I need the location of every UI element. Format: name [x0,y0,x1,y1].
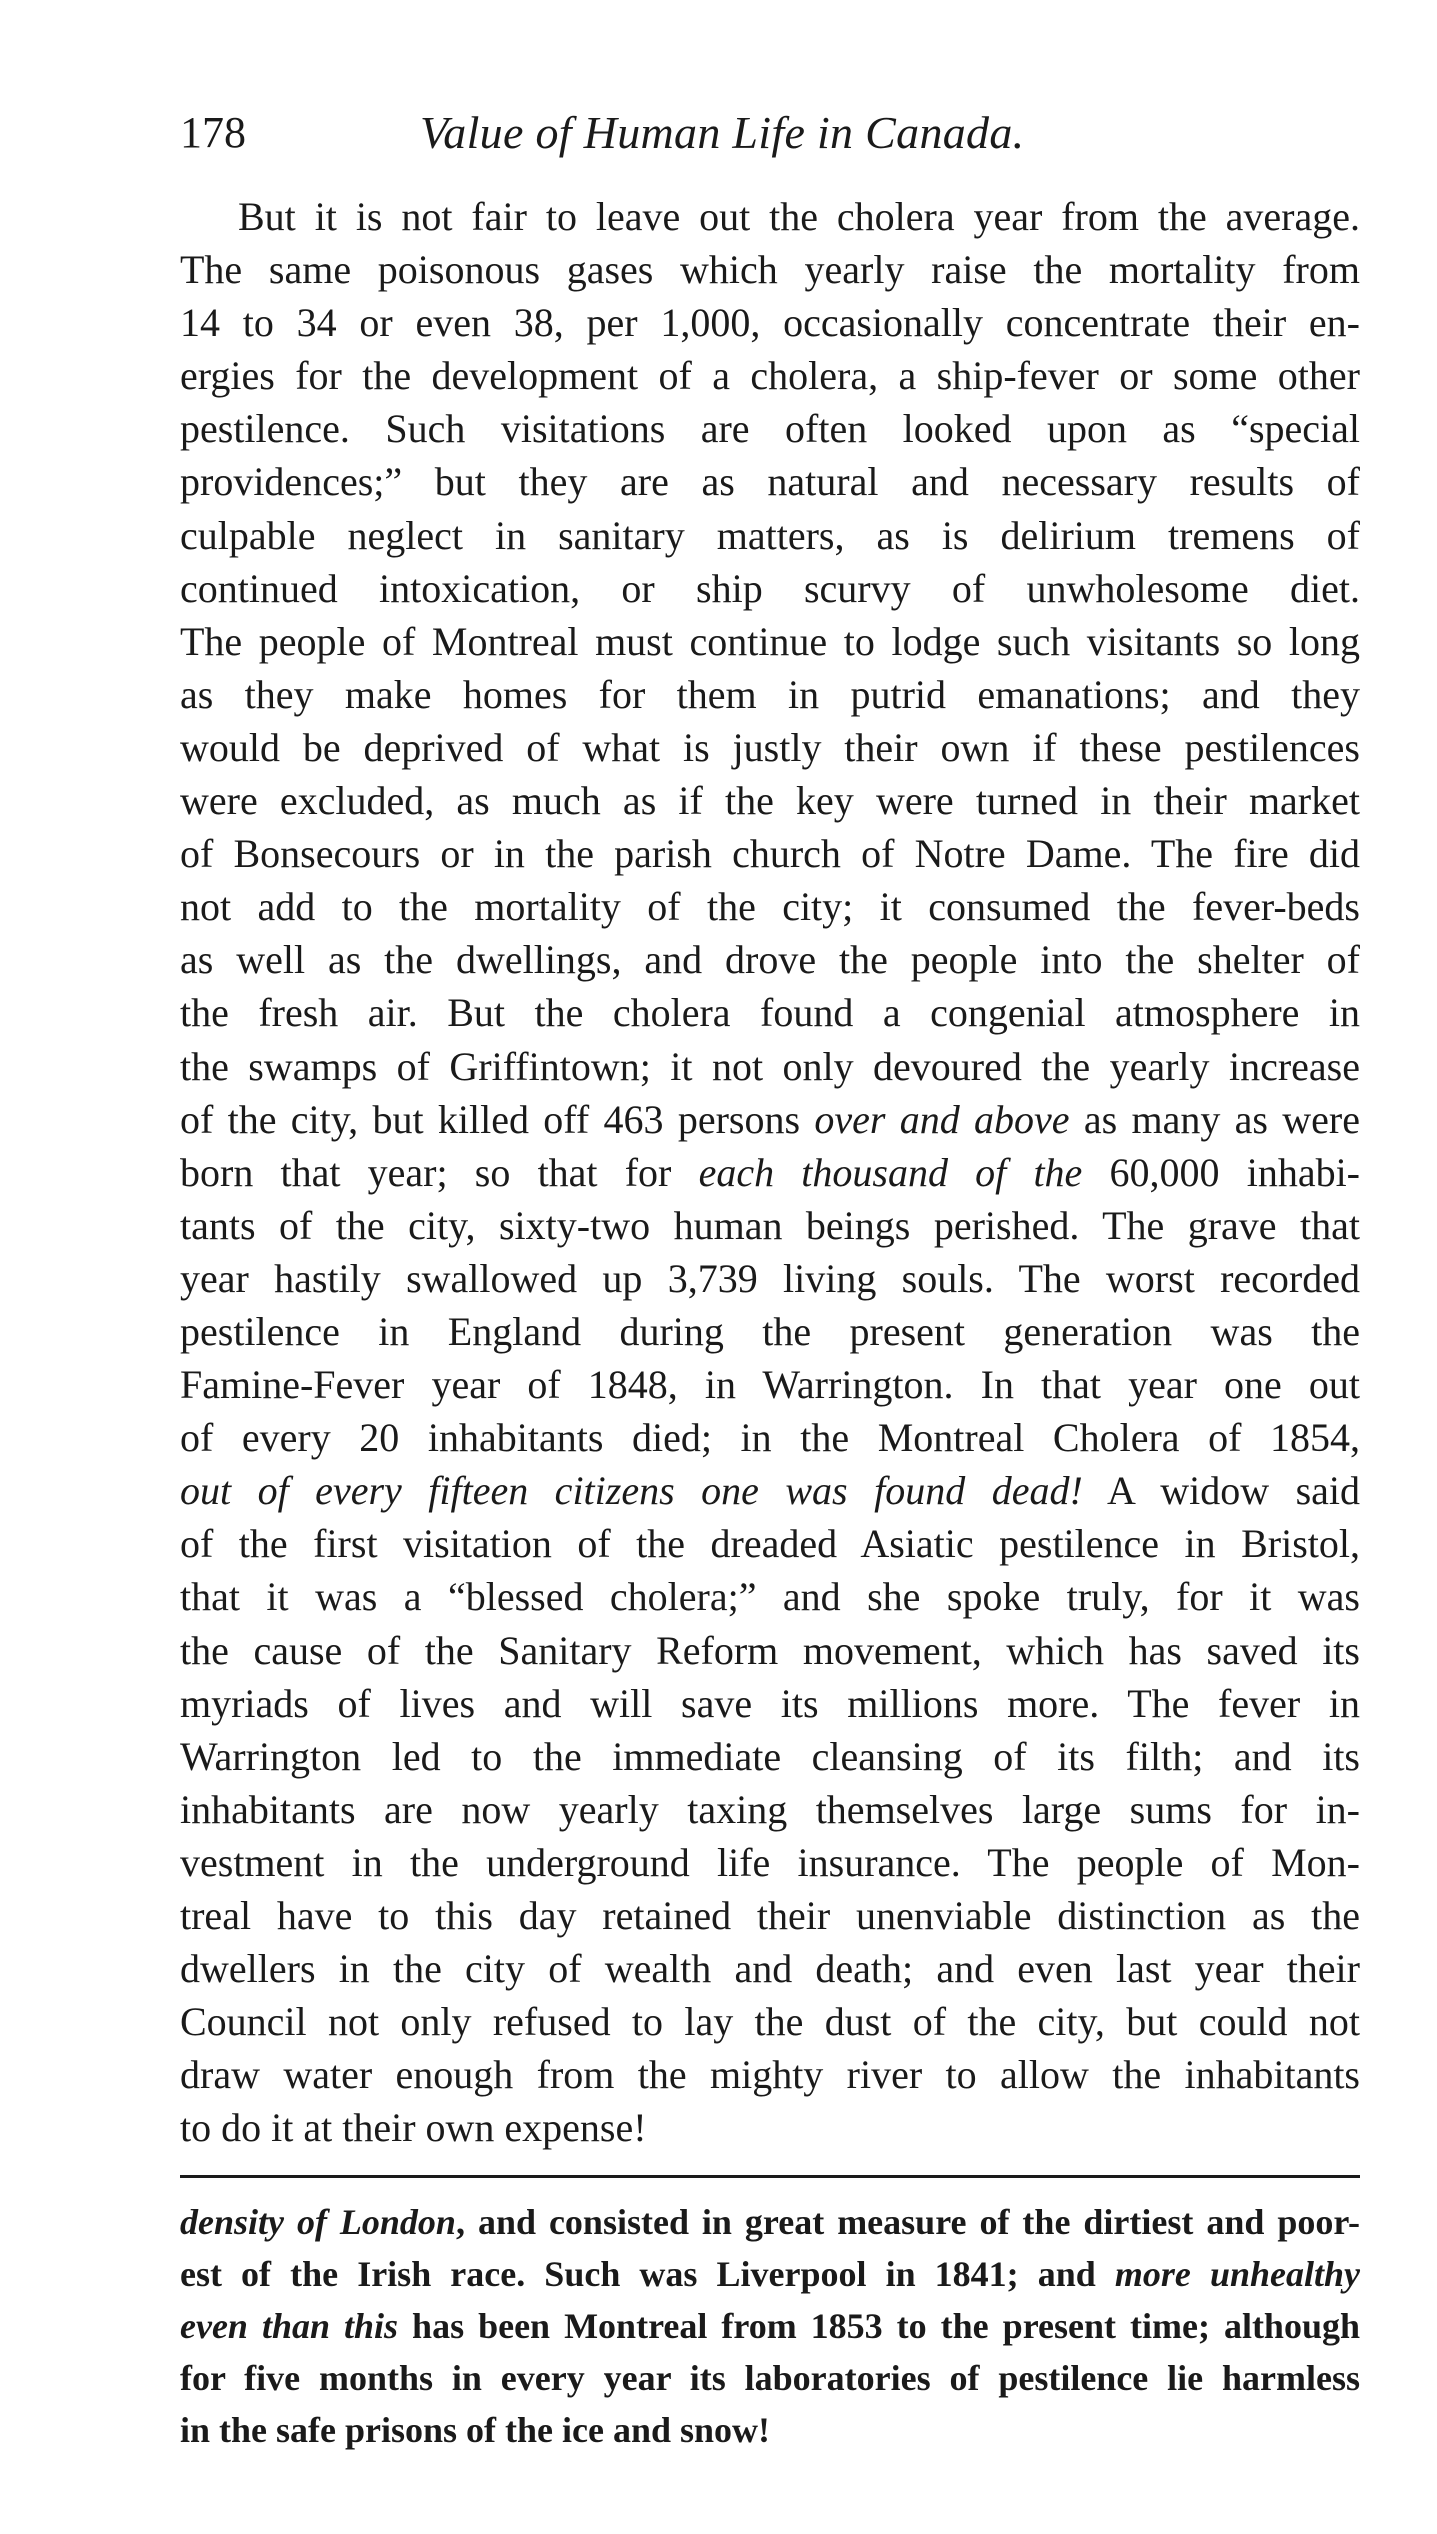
text-line [180,1517,1360,1570]
text-line [180,1677,1360,1730]
text-line [180,1305,1360,1358]
text-line [180,880,1360,933]
text-line [180,1730,1360,1783]
text-line [180,774,1360,827]
italic-text: more unhealthy [1114,2254,1360,2294]
text-run: Council not only refused to lay the dust of the city, but could not [180,1999,1360,2045]
text-run: Famine-Fever year of 1848, in Warrington. In that year one out [180,1362,1360,1408]
text-run: the fresh air. But the cholera found a congenial atmosphere in [180,990,1360,1036]
text-line [180,933,1360,986]
text-run: vestment in the underground life insurance. The people of Mon- [180,1839,1360,1885]
text-run: born that year; so that for [180,1149,699,1195]
text-line [180,1889,1360,1942]
text-run: The same poisonous gases which yearly raise the mortality from [180,247,1360,293]
text-run: myriads of lives and will save its millions more. The fever in [180,1680,1360,1726]
text-run: of every 20 inhabitants died; in the Montreal Cholera of 1854, [180,1415,1360,1461]
text-line [180,296,1360,349]
text-run: treal have to this day retained their unenviable distinction as the [180,1893,1360,1938]
text-run: est of the Irish race. Such was Liverpool in 1841; and [180,2254,1115,2294]
text-run: 60,000 inhabi- [1082,1149,1361,1195]
text-line [180,1464,1360,1517]
text-line [180,668,1360,721]
text-run: dwellers in the city of wealth and death; and even last year their [180,1946,1360,1992]
text-run: Warrington led to the immediate cleansing of its filth; and its [180,1733,1360,1779]
text-run: has been Montreal from 1853 to the present time; although [398,2306,1360,2346]
text-run: the swamps of Griffintown; it not only devoured the yearly increase [180,1043,1360,1089]
text-run: of the city, but killed off 463 persons [180,1096,815,1142]
text-run: inhabitants are now yearly taxing themselves large sums for in- [180,1786,1360,1832]
footnote-line [180,2352,1360,2404]
text-run: the cause of the Sanitary Reform movement, which has saved its [180,1627,1360,1673]
text-run: A widow said [1082,1468,1361,1514]
text-line [180,1252,1360,1305]
text-line [180,1146,1360,1199]
text-line [180,1411,1360,1464]
text-line [180,1624,1360,1677]
body-paragraph [180,190,1360,2154]
text-run: 14 to 34 or even 38, per 1,000, occasionally concentrate their en- [180,300,1360,346]
footnote-line [180,2404,1360,2456]
footnote-line [180,2300,1360,2352]
text-line [180,827,1360,880]
text-run: pestilence in England during the present generation was the [180,1308,1360,1354]
text-line [180,615,1360,668]
text-run: continued intoxication, or ship scurvy of unwholesome diet. [180,565,1360,611]
text-run: year hastily swallowed up 3,739 living souls. The worst recorded [180,1255,1360,1301]
text-line [180,1570,1360,1623]
footnote-line [180,2248,1360,2300]
italic-text: out of every fifteen citizens one was found dead! [180,1468,1083,1514]
text-run: that it was a “blessed cholera;” and she spoke truly, for it was [180,1574,1360,1620]
text-run: providences;” but they are as natural and necessary results of [180,459,1360,505]
text-run: were excluded, as much as if the key were turned in their market [180,778,1360,824]
text-run: as many as were [1069,1096,1360,1142]
text-run: in the safe prisons of the ice and snow! [180,2410,771,2450]
text-run: as well as the dwellings, and drove the people into the shelter of [180,937,1360,983]
text-line [180,349,1360,402]
text-line [180,1942,1360,1995]
text-run: for five months in every year its laboratories of pestilence lie harmless [180,2358,1360,2398]
text-run: tants of the city, sixty-two human beings perished. The grave that [180,1202,1360,1248]
text-run: The people of Montreal must continue to lodge such visitants so long [180,618,1360,664]
text-line [180,1040,1360,1093]
text-line [180,1783,1360,1836]
text-line [180,2048,1360,2101]
text-run: not add to the mortality of the city; it consumed the fever-beds [180,884,1360,930]
footnote-line [180,2196,1360,2248]
text-line [180,1836,1360,1889]
text-line [180,1093,1360,1146]
text-run: of the first visitation of the dreaded Asiatic pestilence in Bristol, [180,1521,1360,1567]
text-line [180,1358,1360,1411]
text-run: But it is not fair to leave out the cholera year from the average. [238,194,1360,239]
italic-text: even than this [180,2306,399,2346]
text-line [180,190,1360,243]
text-line [180,1199,1360,1252]
page-number: 178 [180,108,246,157]
text-line [180,986,1360,1039]
footnote-rule [180,2175,1360,2178]
text-run: to do it at their own expense! [180,2105,647,2151]
text-line [180,243,1360,296]
italic-text: density of London [180,2202,456,2242]
text-line [180,721,1360,774]
text-run: culpable neglect in sanitary matters, as is delirium tremens of [180,512,1360,558]
footnote [180,2196,1360,2456]
text-line [180,402,1360,455]
text-run: pestilence. Such visitations are often looked upon as “special [180,406,1360,452]
italic-text: over and above [814,1096,1070,1142]
text-line [180,455,1360,508]
text-line [180,1995,1360,2048]
text-line [180,2101,1360,2154]
text-run: , and consisted in great measure of the dirtiest and poor- [455,2202,1360,2242]
text-run: as they make homes for them in putrid emanations; and they [180,671,1360,717]
italic-text: each thousand of the [698,1149,1083,1195]
page-header [180,98,1360,168]
text-run: of Bonsecours or in the parish church of Notre Dame. The fire did [180,831,1360,877]
text-run: would be deprived of what is justly their own if these pestilences [180,724,1360,770]
text-line [180,562,1360,615]
text-line [180,509,1360,562]
running-title: Value of Human Life in Canada. [420,107,1025,158]
text-run: draw water enough from the mighty river to allow the inhabitants [180,2052,1360,2098]
text-run: ergies for the development of a cholera, a ship-fever or some other [180,353,1360,399]
